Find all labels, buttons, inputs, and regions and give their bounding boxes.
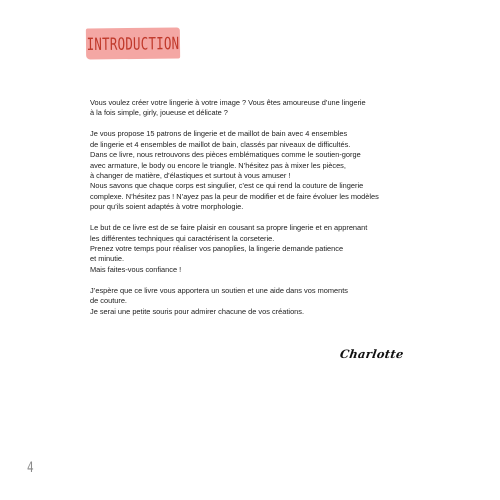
text-line: Dans ce livre, nous retrouvons des pièces emblématiques comme le soutien-gorge [90,150,361,160]
paragraph [90,129,430,212]
text-line: les différentes techniques qui caractérisent la corseterie. [90,233,275,243]
body-text [90,98,430,328]
text-line: pour qu’ils soient adaptés à votre morphologie. [90,202,244,212]
paragraph [90,286,430,317]
paragraph [90,98,430,119]
text-line: Nous savons que chaque corps est singulier, c’est ce qui rend la couture de lingerie [90,181,364,191]
text-line: Vous voulez créer votre lingerie à votre image ? Vous êtes amoureuse d’une lingerie [90,98,366,107]
text-line: Mais faites-vous confiance ! [90,264,182,274]
text-line: de couture. [90,296,127,306]
text-line: Je serai une petite souris pour admirer chacune de vos créations. [90,306,305,316]
text-line: Prenez votre temps pour réaliser vos panoplies, la lingerie demande patience [90,244,344,254]
text-line: avec armature, le body ou encore le triangle. N’hésitez pas à mixer les pièces, [90,160,346,170]
section-title: INTRODUCTION [86,32,180,55]
page-number: 4 [27,459,34,476]
text-line: J’espère que ce livre vous apportera un soutien et une aide dans vos moments [90,285,349,295]
text-line: de lingerie et 4 ensembles de maillot de bain, classés par niveaux de difficultés. [90,139,351,149]
section-title-badge [86,28,180,60]
text-line: et minutie. [90,254,125,264]
text-line: à changer de matière, d’élastiques et surtout à vous amuser ! [90,171,291,181]
paragraph [90,223,430,275]
text-line: complexe. N’hésitez pas ! N’ayez pas la peur de modifier et de faire évoluer les modèles [90,191,379,201]
text-line: Je vous propose 15 patrons de lingerie et de maillot de bain avec 4 ensembles [90,129,348,139]
text-line: à la fois simple, girly, joueuse et délicate ? [90,108,228,118]
text-line: Le but de ce livre est de se faire plaisir en cousant sa propre lingerie et en apprenant [90,223,368,233]
author-signature: Charlotte [339,347,405,361]
